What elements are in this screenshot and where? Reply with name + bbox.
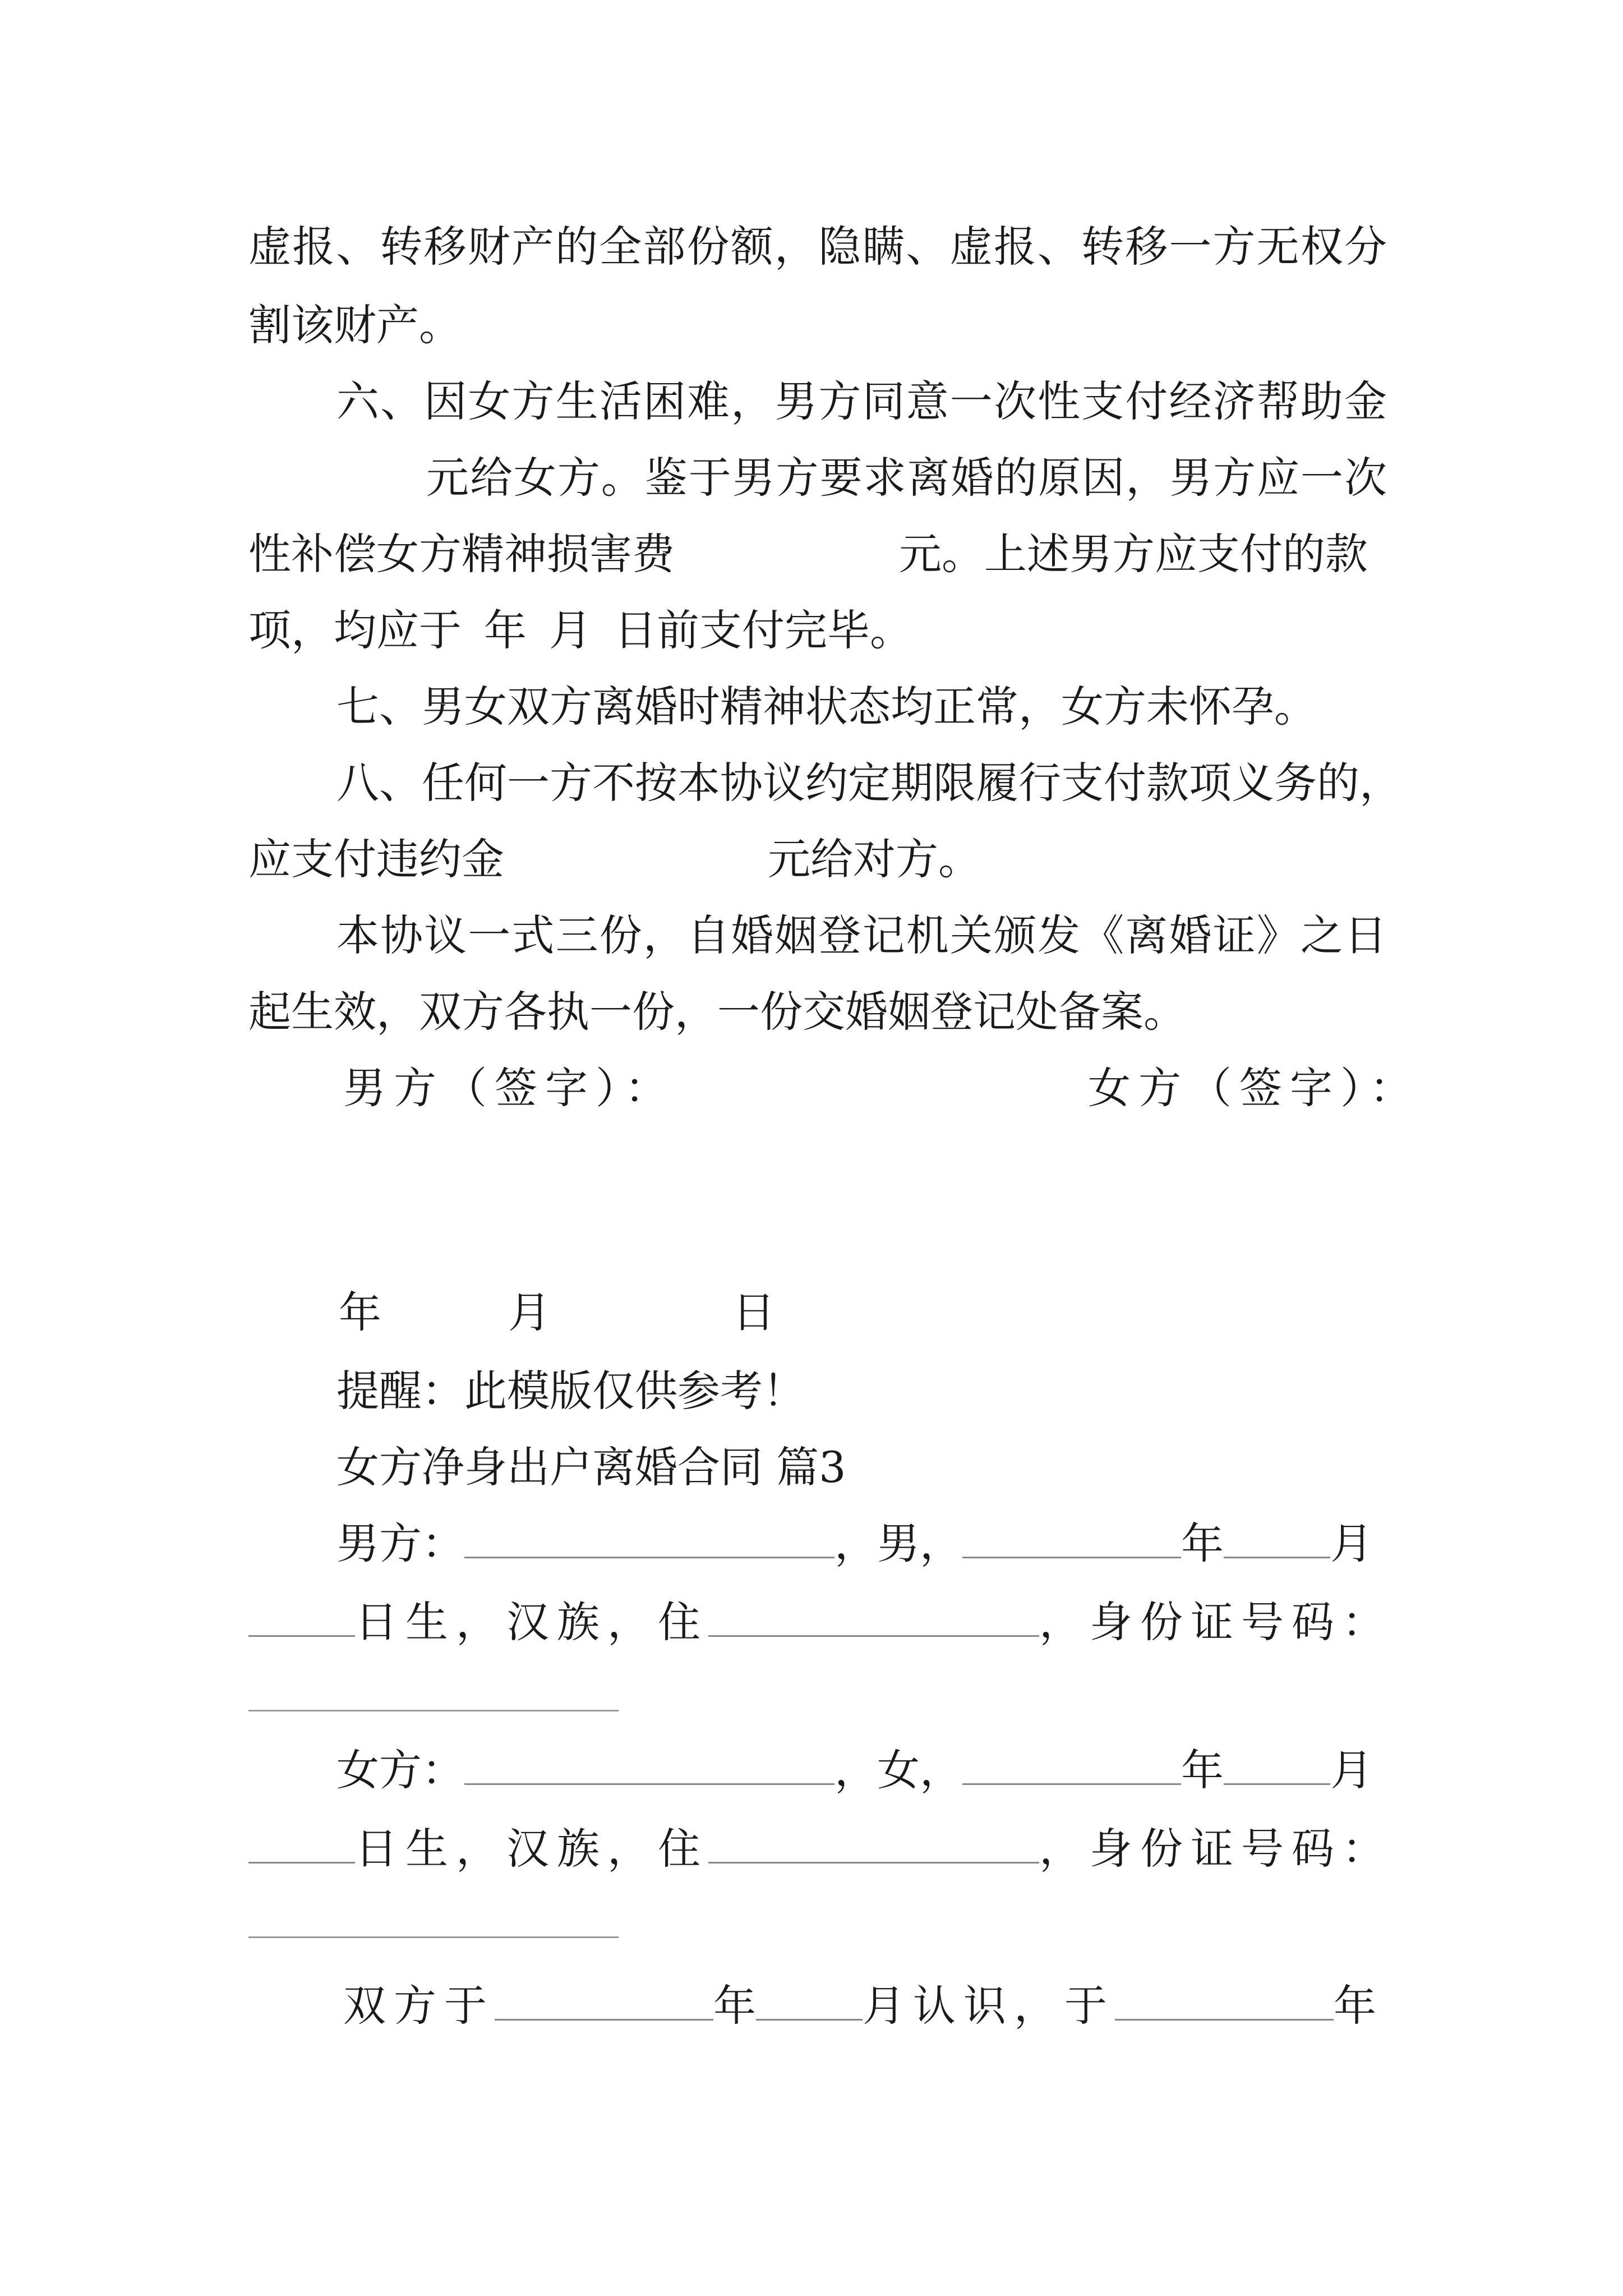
month-label: 月 — [1330, 1745, 1373, 1795]
paragraph-text: 日前支付完毕。 — [614, 605, 912, 655]
paragraph-line: 六、因女方生活困难，男方同意一次性支付经济帮助金 — [336, 376, 1387, 426]
female-info-line — [248, 1815, 1393, 1883]
year-label: 年 — [1181, 1519, 1224, 1568]
id-number-blank[interactable] — [248, 1710, 619, 1711]
paragraph-line: 七、男女双方离婚时精神状态均正常，女方未怀孕。 — [336, 682, 1317, 731]
paragraph-line — [248, 521, 1387, 588]
male-sex: ，男， — [834, 1519, 962, 1568]
male-info-line — [336, 1510, 1387, 1577]
paragraph-line: 割该财产。 — [248, 300, 462, 350]
paragraph-text: 元给女方。鉴于男方要求离婚的原因，男方应一次 — [426, 453, 1387, 503]
month-blank[interactable] — [1224, 1512, 1330, 1558]
year-label: 年 — [1181, 1745, 1224, 1795]
paragraph-line: 八、任何一方不按本协议约定期限履行支付款项义务的， — [336, 758, 1402, 808]
female-label: 女方： — [336, 1745, 464, 1795]
year-blank[interactable] — [495, 1974, 713, 2021]
year-blank[interactable] — [962, 1512, 1181, 1558]
id-number-blank[interactable] — [248, 1936, 619, 1938]
paragraph-line — [248, 597, 1387, 664]
meeting-text: 双方于 — [343, 1981, 495, 2031]
paragraph-text: 应支付违约金 — [248, 834, 504, 884]
paragraph-line — [248, 826, 1387, 893]
paragraph-text: 元。上述男方应支付的款 — [899, 529, 1368, 579]
paragraph-text: 项，均应于 — [248, 605, 462, 655]
paragraph-text: 性补偿女方精神损害费 — [248, 529, 675, 579]
paragraph-text: 元给对方。 — [768, 834, 981, 884]
female-sex: ，女， — [834, 1745, 962, 1795]
date-month: 月 — [508, 1287, 551, 1337]
name-blank[interactable] — [464, 1512, 834, 1558]
date-row — [0, 1279, 1623, 1346]
id-label: ，身份证号码： — [1039, 1824, 1393, 1874]
month-label: 月 — [1330, 1519, 1373, 1568]
day-blank[interactable] — [248, 1817, 355, 1864]
meeting-line — [343, 1972, 1387, 2040]
id-label: ，身份证号码： — [1039, 1597, 1393, 1647]
female-info-line — [336, 1737, 1387, 1804]
address-blank[interactable] — [708, 1590, 1039, 1637]
section-title: 女方净身出户离婚合同 篇3 — [336, 1442, 846, 1492]
paragraph-line: 本协议一式三份，自婚姻登记机关颁发《离婚证》之日 — [336, 910, 1387, 960]
signature-row — [0, 1055, 1623, 1122]
male-signature-label: 男方（签字）： — [343, 1063, 675, 1113]
day-blank[interactable] — [248, 1590, 355, 1637]
year-label: 年 — [713, 1981, 756, 2031]
paragraph-line: 虚报、转移财产的全部份额，隐瞒、虚报、转移一方无权分 — [248, 222, 1387, 272]
year-blank[interactable] — [962, 1738, 1181, 1785]
reminder-text: 提醒：此模版仅供参考！ — [336, 1366, 805, 1416]
address-blank[interactable] — [708, 1817, 1039, 1864]
male-label: 男方： — [336, 1519, 464, 1568]
year-blank[interactable] — [1115, 1974, 1334, 2021]
date-day: 日 — [732, 1287, 775, 1337]
date-year: 年 — [339, 1287, 381, 1337]
paragraph-line: 起生效，双方各执一份，一份交婚姻登记处备案。 — [248, 987, 1186, 1037]
birth-text: 日生，汉族，住 — [355, 1824, 708, 1874]
date-month-label: 月 — [549, 605, 592, 655]
date-year-label: 年 — [484, 605, 527, 655]
birth-text: 日生，汉族，住 — [355, 1597, 708, 1647]
month-blank[interactable] — [756, 1974, 863, 2021]
paragraph-line — [426, 444, 1387, 512]
month-blank[interactable] — [1224, 1738, 1330, 1785]
meeting-text: 月认识，于 — [863, 1981, 1115, 2031]
male-info-line — [248, 1589, 1393, 1656]
year-label: 年 — [1334, 1981, 1376, 2031]
female-signature-label: 女方（签字）： — [1088, 1063, 1420, 1113]
name-blank[interactable] — [464, 1738, 834, 1785]
